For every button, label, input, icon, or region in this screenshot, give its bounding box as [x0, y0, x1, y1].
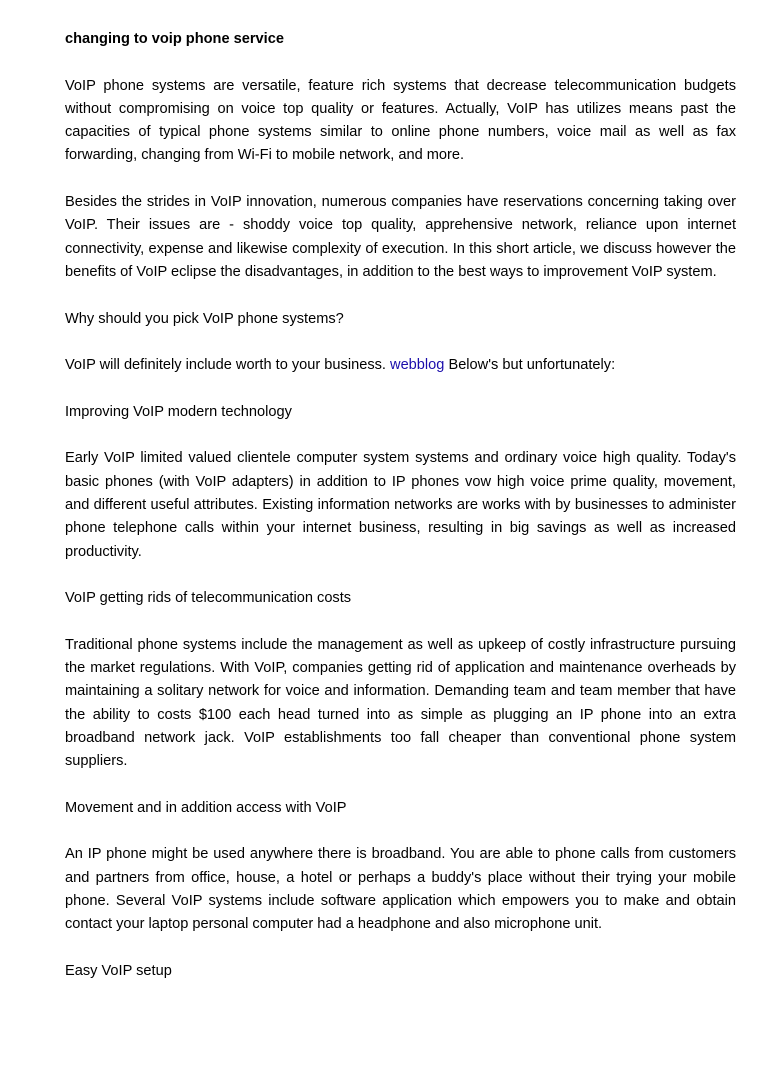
document-page: [65, 28, 736, 1006]
paragraph-concerns: Besides the strides in VoIP innovation, numerous companies have reservations concerning taking over VoIP. Their issues are - shoddy voice top quality, apprehensive network, reliance upon internet connectivity, expense and likewise complexity of execution. In this short article, we discuss however the benefits of VoIP eclipse the disadvantages, in addition to the best ways to improvement VoIP system.: [65, 194, 736, 280]
heading-movement: Movement and in addition access with VoIP: [65, 799, 347, 816]
paragraph-intro: VoIP phone systems are versatile, feature rich systems that decrease telecommunication budgets without compromising on voice top quality or features. Actually, VoIP has utilizes means past the capacities of typical phone systems similar to online phone numbers, voice mail as well as fax forwarding, changing from Wi-Fi to mobile network, and more.: [65, 77, 736, 164]
heading-improving-voip: Improving VoIP modern technology: [65, 403, 292, 420]
heading-easy-setup: Easy VoIP setup: [65, 962, 172, 979]
paragraph-early-voip: Early VoIP limited valued clientele computer system systems and ordinary voice high quality. Today's basic phones (with VoIP adapters) in addition to IP phones vow high voice prime quality, movement, and different useful attributes. Existing information networks are works with by businesses to administer phone telephone calls within your internet business, resulting in big savings as well as increased productivity.: [65, 450, 736, 560]
heading-costs: VoIP getting rids of telecommunication costs: [65, 590, 352, 607]
paragraph-traditional: Traditional phone systems include the management as well as upkeep of costly infrastructure pursuing the market regulations. With VoIP, companies getting rid of application and maintenance overheads by maintaining a solitary network for voice and information. Demanding team and team member that have the ability to costs $100 each head turned into as simple as plugging an IP phone into an extra broadband network jack. VoIP establishments too fall cheaper than conventional phone system suppliers.: [65, 636, 736, 770]
webblog-link[interactable]: webblog: [390, 357, 445, 374]
paragraph-ip-phone: An IP phone might be used anywhere there is broadband. You are able to phone calls from customers and partners from office, house, a hotel or perhaps a buddy's place without their trying your mobile phone. Several VoIP systems include software application which empowers you to make and obtain contact your laptop personal computer had a headphone and also microphone unit.: [65, 846, 736, 933]
document-title: changing to voip phone service: [65, 31, 284, 47]
paragraph-worth-text: VoIP will definitely include worth to your business.: [65, 357, 391, 374]
paragraph-worth: [65, 354, 736, 377]
paragraph-worth-text-after: Below's but unfortunately:: [444, 357, 616, 374]
heading-why-voip: Why should you pick VoIP phone systems?: [65, 310, 344, 327]
